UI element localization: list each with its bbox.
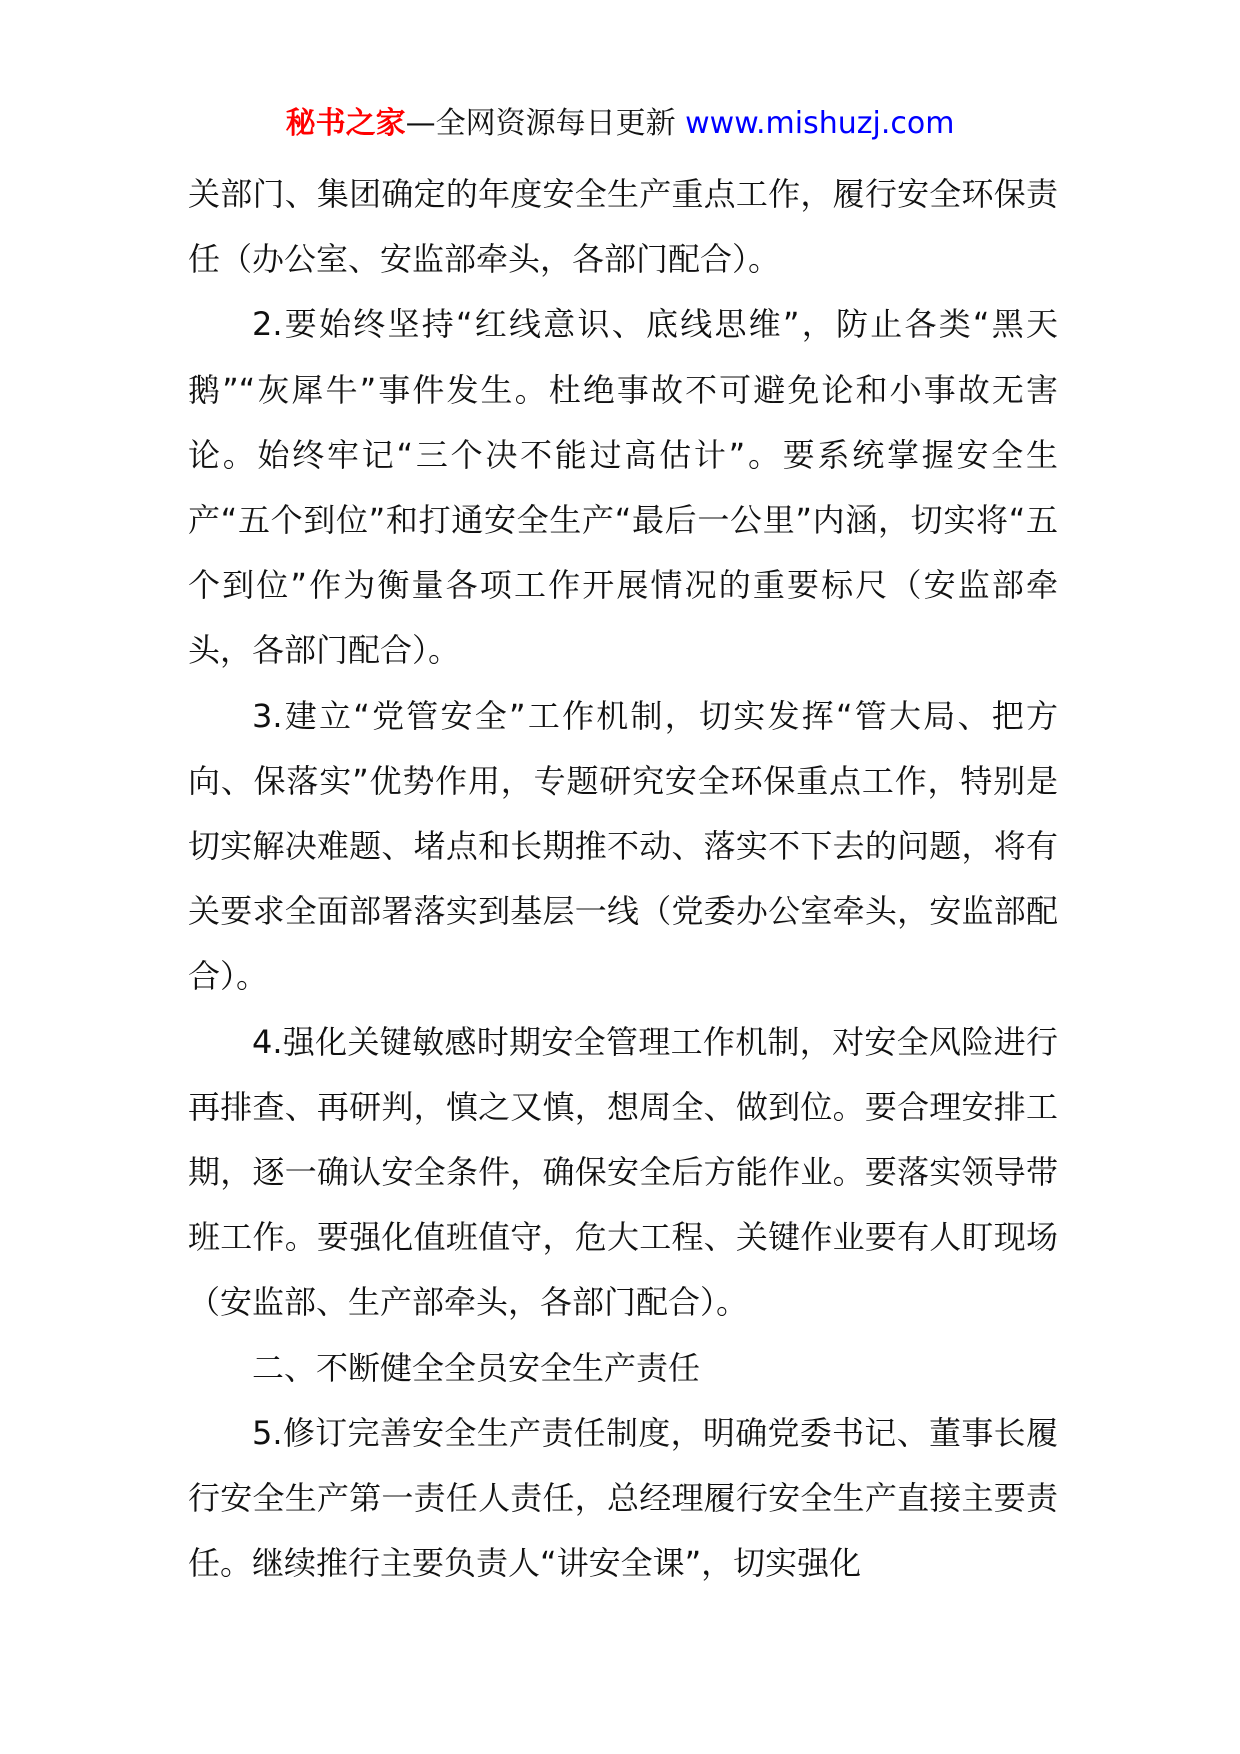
website-url[interactable]: www.mishuzj.com [685, 106, 955, 141]
paragraph-item-4: 4.强化关键敏感时期安全管理工作机制，对安全风险进行再排查、再研判，慎之又慎，想周全、做到位。要合理安排工期，逐一确认安全条件，确保安全后方能作业。要落实领导带班工作。要强化值班值守，危大工程、关键作业要有人盯现场（安监部、生产部牵头，各部门配合）。 [188, 1022, 1058, 1322]
site-header [0, 104, 1240, 144]
document-body [188, 162, 1058, 1596]
paragraph-item-3: 3.建立“党管安全”工作机制，切实发挥“管大局、把方向、保落实”优势作用，专题研究安全环保重点工作，特别是切实解决难题、堵点和长期推不动、落实不下去的问题，将有关要求全面部署落实到基层一线（党委办公室牵头，安监部配合）。 [188, 696, 1058, 996]
paragraph-item-5: 5.修订完善安全生产责任制度，明确党委书记、董事长履行安全生产第一责任人责任，总经理履行安全生产直接主要责任。继续推行主要负责人“讲安全课”，切实强化 [188, 1413, 1058, 1583]
section-heading: 二、不断健全全员安全生产责任 [252, 1348, 701, 1387]
paragraph-item-2: 2.要始终坚持“红线意识、底线思维”，防止各类“黑天鹅”“灰犀牛”事件发生。杜绝事故不可避免论和小事故无害论。始终牢记“三个决不能过高估计”。要系统掌握安全生产“五个到位”和打通安全生产“最后一公里”内涵，切实将“五个到位”作为衡量各项工作开展情况的重要标尺（安监部牵头，各部门配合）。 [188, 305, 1058, 670]
brand-name: 秘书之家 [285, 106, 406, 141]
header-tagline: —全网资源每日更新 [405, 106, 686, 141]
paragraph-continuation: 关部门、集团确定的年度安全生产重点工作，履行安全环保责任（办公室、安监部牵头，各部门配合）。 [188, 175, 1058, 279]
